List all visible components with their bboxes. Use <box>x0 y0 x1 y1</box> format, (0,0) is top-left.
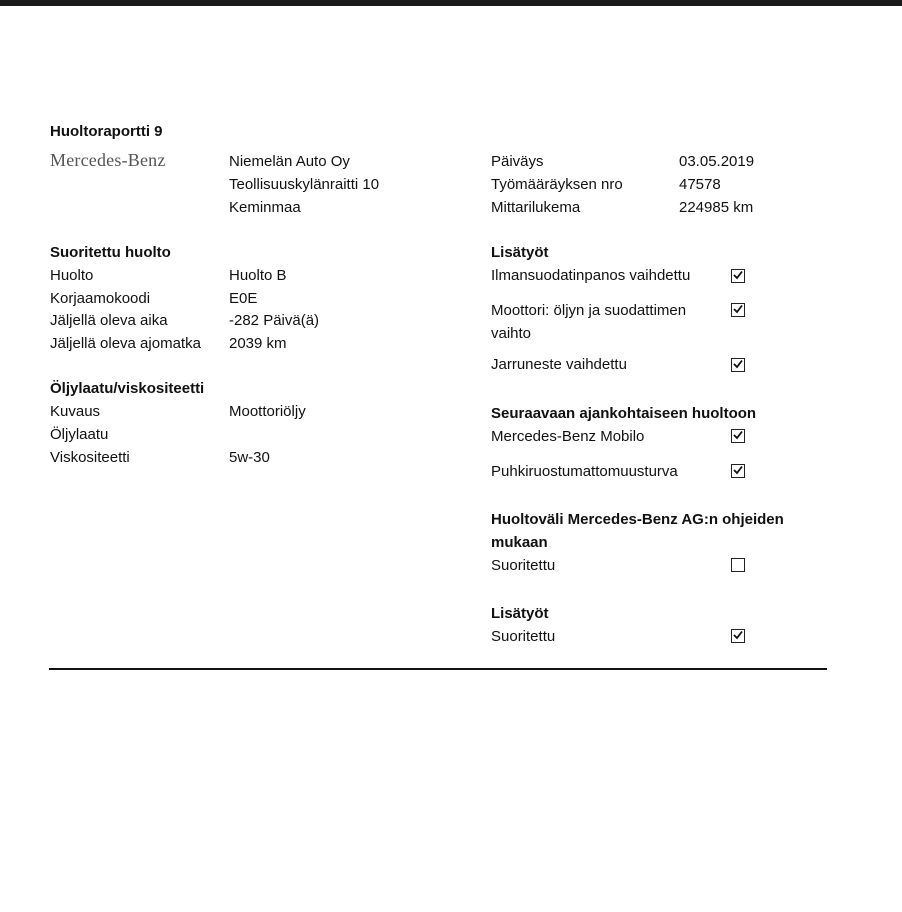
oil-label-quality: Öljylaatu <box>50 426 109 443</box>
service-value-workshop-code: E0E <box>229 290 258 307</box>
check-icon <box>733 270 743 280</box>
oil-label-viscosity: Viskositeetti <box>50 449 130 466</box>
dealer-name: Niemelän Auto Oy <box>229 153 350 170</box>
next-service-heading: Seuraavaan ajankohtaiseen huoltoon <box>491 405 757 422</box>
order-value: 47578 <box>679 176 721 193</box>
check-icon <box>733 304 743 314</box>
air-filter-checkbox[interactable] <box>731 269 745 283</box>
oil-value-description: Moottoriöljy <box>229 403 306 420</box>
service-label-remaining-distance: Jäljellä oleva ajomatka <box>50 335 201 352</box>
interval-performed-checkbox[interactable] <box>731 558 745 572</box>
date-label: Päiväys <box>491 153 544 170</box>
service-heading: Suoritettu huolto <box>50 244 171 261</box>
next-service-label-rust-guarantee: Puhkiruostumattomuusturva <box>491 463 678 480</box>
extra-label-performed: Suoritettu <box>491 628 556 645</box>
brake-fluid-checkbox[interactable] <box>731 358 745 372</box>
odometer-value: 224985 km <box>679 199 754 216</box>
additional-work-label-air-filter: Ilmansuodatinpanos vaihdettu <box>491 267 691 284</box>
order-label: Työmääräyksen nro <box>491 176 623 193</box>
footer-divider <box>49 668 827 670</box>
additional-work-label-brake-fluid: Jarruneste vaihdettu <box>491 356 627 373</box>
report-title: Huoltoraportti 9 <box>50 123 163 140</box>
service-label-workshop-code: Korjaamokoodi <box>50 290 151 307</box>
oil-value-viscosity: 5w-30 <box>229 449 270 466</box>
interval-heading: Huoltoväli Mercedes-Benz AG:n ohjeiden mukaan <box>491 511 784 551</box>
check-icon <box>733 630 743 640</box>
service-value-remaining-distance: 2039 km <box>229 335 287 352</box>
top-bar <box>0 0 902 6</box>
service-label-remaining-time: Jäljellä oleva aika <box>50 312 168 329</box>
service-label-huolto: Huolto <box>50 267 94 284</box>
odometer-label: Mittarilukema <box>491 199 581 216</box>
next-service-label-mobilo: Mercedes-Benz Mobilo <box>491 428 645 445</box>
oil-change-checkbox[interactable] <box>731 303 745 317</box>
brand-logo: Mercedes-Benz <box>50 150 166 170</box>
dealer-city: Keminmaa <box>229 199 301 216</box>
check-icon <box>733 430 743 440</box>
check-icon <box>733 359 743 369</box>
additional-work-heading: Lisätyöt <box>491 244 549 261</box>
interval-label-performed: Suoritettu <box>491 557 556 574</box>
mobilo-checkbox[interactable] <box>731 429 745 443</box>
extra-performed-checkbox[interactable] <box>731 629 745 643</box>
oil-label-description: Kuvaus <box>50 403 101 420</box>
extra-heading: Lisätyöt <box>491 605 549 622</box>
dealer-street: Teollisuuskylänraitti 10 <box>229 176 380 193</box>
date-value: 03.05.2019 <box>679 153 755 170</box>
rust-guarantee-checkbox[interactable] <box>731 464 745 478</box>
check-icon <box>733 465 743 475</box>
service-value-remaining-time: -282 Päivä(ä) <box>229 312 320 329</box>
service-value-huolto: Huolto B <box>229 267 287 284</box>
additional-work-label-oil-change: Moottori: öljyn ja suodattimen vaihto <box>491 302 687 342</box>
oil-heading: Öljylaatu/viskositeetti <box>50 380 205 397</box>
